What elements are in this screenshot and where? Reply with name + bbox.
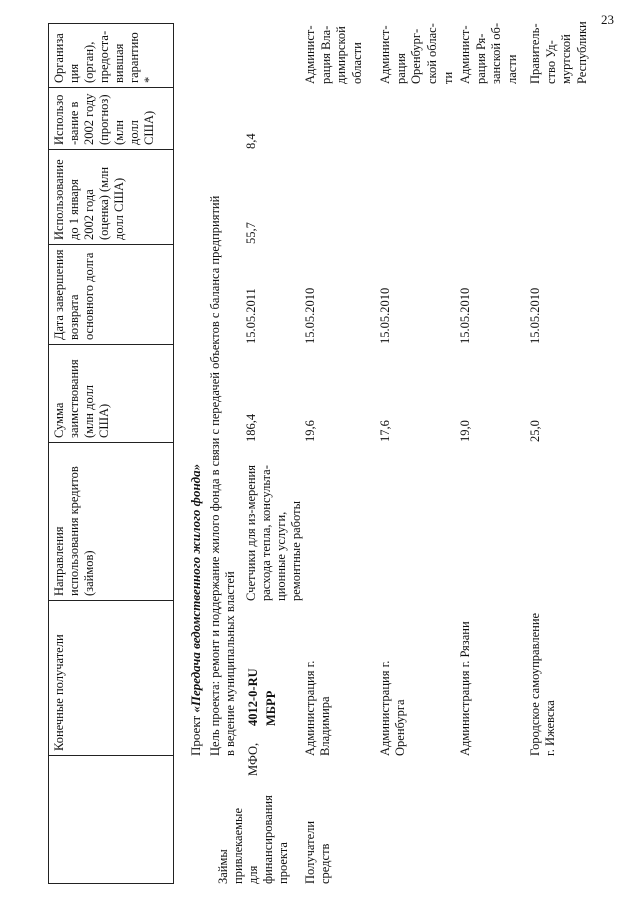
recipient-name: Городское самоуправление г. Ижевска xyxy=(528,612,557,756)
project-title-text: «Передача ведомственного жилого фонда» xyxy=(188,463,203,713)
header-use-before: Использование до 1 января 2002 года (оценка) (млн долл США) xyxy=(49,150,174,245)
recipient-date: 15.05.2010 xyxy=(528,287,542,344)
recipient-name: Администрация г. Владимира xyxy=(303,660,332,756)
header-table xyxy=(48,23,174,884)
header-blank xyxy=(49,756,174,884)
recipients-label: Получатели средств xyxy=(303,820,332,884)
recipient-name: Администрация г. Рязани xyxy=(458,621,472,756)
recipient-org: Админист-рация Вла-димирской области xyxy=(303,25,364,84)
loan-code xyxy=(244,668,280,726)
header-recipients: Конечные получатели xyxy=(49,601,174,756)
loans-label: Займы привлекаемые для финансирования проекта xyxy=(216,795,290,884)
loan-sum: 186,4 xyxy=(244,413,258,442)
loan-date: 15.05.2011 xyxy=(244,288,258,344)
project-goal xyxy=(208,56,238,756)
recipient-name: Администрация г. Оренбурга xyxy=(378,660,407,756)
loan-direction: Счетчики для из-мерения расхода тепла, консульта-ционные услуги, ремонтные работы xyxy=(244,465,303,601)
recipient-sum: 17,6 xyxy=(378,420,392,442)
recipient-sum: 19,0 xyxy=(458,420,472,442)
page-number: 23 xyxy=(601,12,614,27)
header-direction: Направления использования кредитов (займов) xyxy=(49,443,174,601)
loan-use-before: 55,7 xyxy=(244,222,258,244)
loan-use-2002: 8,4 xyxy=(244,133,258,149)
mfo-label: МФО, xyxy=(246,742,260,776)
header-use-2002: Использо-вание в 2002 году (прогноз) (млн долл США) xyxy=(49,88,174,150)
project-title-prefix: Проект xyxy=(188,712,203,756)
header-date: Дата завершения возврата основного долга xyxy=(49,245,174,345)
header-org: Организация (орган), предоста-вившая гарантию* xyxy=(49,24,174,88)
project-title xyxy=(188,464,204,756)
recipient-date: 15.05.2010 xyxy=(303,287,317,344)
recipient-sum: 19,6 xyxy=(303,420,317,442)
recipient-org: Админист-рация Ря-занской об-ласти xyxy=(458,23,519,84)
project-goal-line2: в ведение муниципальных властей xyxy=(223,571,237,756)
recipient-date: 15.05.2010 xyxy=(378,287,392,344)
loan-code-number: 4012-0-RU xyxy=(246,668,260,726)
recipient-org: Правитель-ство Уд-муртской Республики xyxy=(528,21,589,84)
recipient-org: Админист-рация Оренбург-ской облас-ти xyxy=(378,23,455,84)
loan-code-org: МБРР xyxy=(264,690,279,726)
landscape-content xyxy=(48,21,628,884)
recipient-sum: 25,0 xyxy=(528,420,542,442)
header-sum: Сумма заимствования (млн долл США) xyxy=(49,345,174,443)
recipient-date: 15.05.2010 xyxy=(458,287,472,344)
project-goal-line1: Цель проекта: ремонт и поддержание жилого фонда в связи с передачей объектов с баланса предприятий xyxy=(208,195,222,756)
rotated-page xyxy=(48,21,640,884)
